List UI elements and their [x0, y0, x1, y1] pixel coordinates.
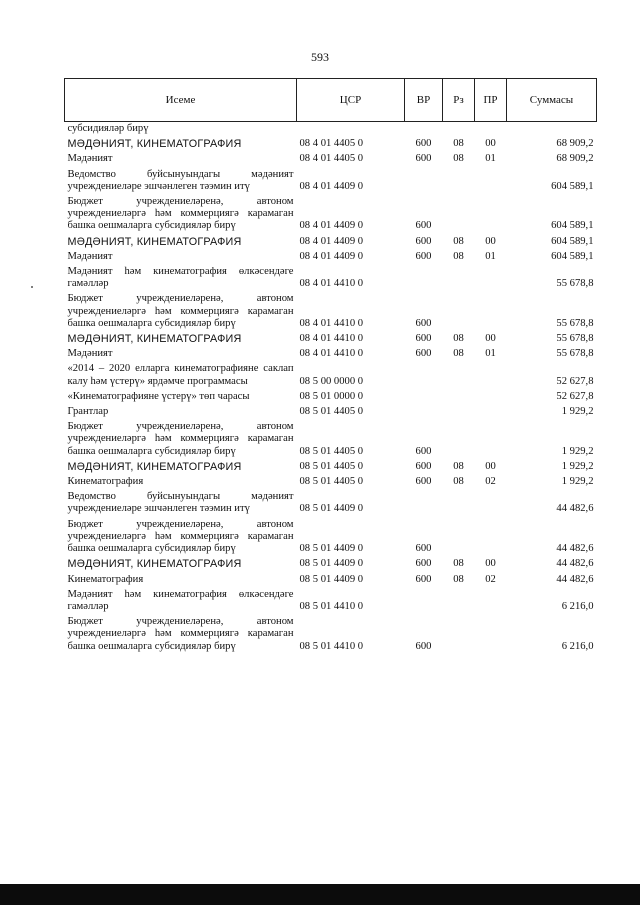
cell-rz [443, 195, 475, 235]
cell-rz [443, 588, 475, 615]
cell-sum: 52 627,8 [556, 375, 594, 387]
cell-csr: 08 4 01 4405 0 [299, 153, 364, 165]
cell-name: Кинематография [67, 476, 144, 488]
cell-csr: 08 5 01 4409 0 [299, 558, 364, 570]
header-vr: ВР [405, 79, 443, 122]
cell-name: «2014 – 2020 елларга кинематографияне саклап калу һәм үстерү» ярдәмче программасы [67, 363, 294, 387]
cell-pr [475, 588, 507, 615]
cell-csr: 08 5 01 4410 0 [299, 640, 364, 652]
cell-vr: 600 [415, 250, 432, 262]
cell-vr: 600 [415, 476, 432, 488]
cell-sum: 1 929,2 [561, 406, 594, 418]
table-row [65, 168, 597, 195]
cell-rz: 08 [453, 348, 464, 360]
cell-csr: 08 4 01 4405 0 [299, 138, 364, 150]
cell-sum: 44 482,6 [556, 573, 594, 585]
cell-sum: 1 929,2 [561, 460, 594, 472]
cell-csr: 08 4 01 4410 0 [299, 348, 364, 360]
cell-vr [405, 588, 443, 615]
cell-pr [475, 518, 507, 558]
cell-csr: 08 5 01 4409 0 [299, 503, 364, 515]
table-row [65, 250, 597, 265]
cell-rz [443, 292, 475, 332]
cell-vr [405, 362, 443, 389]
cell-vr: 600 [415, 543, 432, 555]
budget-table [64, 78, 597, 655]
cell-csr: 08 5 01 0000 0 [299, 390, 364, 402]
table-row [65, 460, 597, 475]
cell-pr [475, 615, 507, 655]
cell-vr [405, 490, 443, 517]
cell-vr [405, 405, 443, 420]
cell-sum: 6 216,0 [561, 640, 594, 652]
table-row [65, 557, 597, 572]
table-row [65, 235, 597, 250]
cell-csr: 08 5 01 4410 0 [299, 600, 364, 612]
cell-name: Кинематография [67, 573, 144, 585]
cell-name: Бюджет учреждениеләренә, автоном учреждениеләргә һәм коммерциягә карамаган башка оешмаларга субсидияләр бирү [67, 196, 294, 232]
cell-pr: 00 [485, 138, 496, 150]
cell-csr: 08 4 01 4410 0 [299, 317, 364, 329]
cell-sum: 6 216,0 [561, 600, 594, 612]
cell-rz: 08 [453, 333, 464, 345]
cell-sum [507, 122, 597, 138]
cell-csr: 08 5 00 0000 0 [299, 375, 364, 387]
cell-sum: 55 678,8 [556, 278, 594, 290]
cell-pr: 01 [485, 250, 496, 262]
cell-name: Бюджет учреждениеләренә, автоном учреждениеләргә һәм коммерциягә карамаган башка оешмаларга субсидияләр бирү [67, 518, 294, 555]
table-row [65, 405, 597, 420]
cell-sum: 1 929,2 [561, 445, 594, 457]
table-row [65, 292, 597, 332]
scan-bottom-edge [0, 884, 640, 905]
cell-sum: 44 482,6 [556, 503, 594, 515]
cell-sum: 604 589,1 [551, 235, 594, 247]
cell-pr [475, 265, 507, 292]
cell-name: Мәдәният [67, 250, 113, 262]
cell-vr: 600 [415, 573, 432, 585]
table-row [65, 265, 597, 292]
table-row [65, 390, 597, 405]
table-row [65, 137, 597, 152]
cell-vr: 600 [415, 220, 432, 232]
cell-name: МӘДӘНИЯТ, КИНЕМАТОГРАФИЯ [67, 138, 242, 151]
table-row [65, 588, 597, 615]
cell-rz: 08 [453, 476, 464, 488]
cell-rz [443, 490, 475, 517]
cell-name: Бюджет учреждениеләренә, автоном учреждениеләргә һәм коммерциягә карамаган башка оешмаларга субсидияләр бирү [67, 421, 294, 457]
cell-csr: 08 4 01 4409 0 [299, 235, 364, 247]
cell-csr: 08 4 01 4410 0 [299, 278, 364, 290]
cell-name: МӘДӘНИЯТ, КИНЕМАТОГРАФИЯ [67, 460, 242, 473]
cell-name: Бюджет учреждениеләренә, автоном учреждениеләргә һәм коммерциягә карамаган башка оешмаларга субсидияләр бирү [67, 616, 294, 652]
table-row [65, 490, 597, 517]
table-row [65, 332, 597, 347]
cell-pr: 00 [485, 235, 496, 247]
cell-pr: 00 [485, 460, 496, 472]
cell-pr [475, 122, 507, 138]
header-csr: ЦСР [297, 79, 405, 122]
cell-vr [405, 168, 443, 195]
cell-pr [475, 420, 507, 460]
cell-name: МӘДӘНИЯТ, КИНЕМАТОГРАФИЯ [67, 333, 242, 346]
cell-rz: 08 [453, 460, 464, 472]
cell-vr [405, 122, 443, 138]
cell-rz [443, 122, 475, 138]
cell-pr: 01 [485, 348, 496, 360]
cell-sum: 44 482,6 [556, 558, 594, 570]
cell-csr: 08 4 01 4409 0 [299, 250, 364, 262]
cell-csr: 08 5 01 4405 0 [299, 406, 364, 418]
cell-pr [475, 390, 507, 405]
cell-name: МӘДӘНИЯТ, КИНЕМАТОГРАФИЯ [67, 558, 242, 571]
cell-vr: 600 [415, 138, 432, 150]
cell-rz [443, 265, 475, 292]
cell-pr [475, 362, 507, 389]
cell-vr: 600 [415, 348, 432, 360]
cell-rz: 08 [453, 558, 464, 570]
cell-rz [443, 168, 475, 195]
header-sum: Суммасы [507, 79, 597, 122]
cell-csr: 08 5 01 4405 0 [299, 445, 364, 457]
cell-name: Мәдәният [67, 153, 113, 165]
cell-pr [475, 195, 507, 235]
cell-sum: 604 589,1 [551, 220, 594, 232]
table-body [65, 122, 597, 655]
cell-rz [443, 420, 475, 460]
table-row [65, 615, 597, 655]
cell-name: Мәдәният һәм кинематография өлкәсендәге гамәлләр [67, 266, 294, 290]
cell-csr: 08 5 01 4409 0 [299, 573, 364, 585]
cell-name: Грантлар [67, 406, 109, 418]
table-row [65, 420, 597, 460]
cell-rz [443, 405, 475, 420]
cell-name: Мәдәният [67, 348, 113, 360]
cell-rz: 08 [453, 573, 464, 585]
cell-name: Ведомство буйсынуындагы мәдәният учреждениеләре эшчәнлеген тәэмин итү [67, 491, 294, 515]
cell-vr: 600 [415, 153, 432, 165]
cell-rz [443, 362, 475, 389]
table-row [65, 347, 597, 362]
cell-sum: 68 909,2 [556, 153, 594, 165]
cell-vr: 600 [415, 640, 432, 652]
cell-sum: 55 678,8 [556, 333, 594, 345]
table-row [65, 518, 597, 558]
cell-name: субсидияләр бирү [67, 123, 149, 134]
cell-vr: 600 [415, 460, 432, 472]
cell-sum: 55 678,8 [556, 348, 594, 360]
cell-name: «Кинематографияне үстерү» төп чарасы [67, 390, 250, 402]
cell-csr: 08 5 01 4409 0 [299, 543, 364, 555]
table-header [65, 79, 597, 122]
cell-pr: 00 [485, 558, 496, 570]
cell-sum: 55 678,8 [556, 317, 594, 329]
cell-csr: 08 5 01 4405 0 [299, 476, 364, 488]
table-row [65, 195, 597, 235]
cell-pr [475, 490, 507, 517]
cell-rz: 08 [453, 235, 464, 247]
cell-pr: 00 [485, 333, 496, 345]
header-rz: Рз [443, 79, 475, 122]
table-row [65, 475, 597, 490]
scan-speck [31, 286, 33, 288]
page-number: 593 [311, 50, 329, 64]
cell-vr [405, 265, 443, 292]
table-row [65, 122, 597, 138]
cell-csr: 08 5 01 4405 0 [299, 460, 364, 472]
cell-sum: 68 909,2 [556, 138, 594, 150]
cell-pr: 02 [485, 476, 496, 488]
header-name: Исеме [65, 79, 297, 122]
table-row [65, 362, 597, 389]
table-row [65, 152, 597, 167]
cell-vr [405, 390, 443, 405]
cell-name: Бюджет учреждениеләренә, автоном учреждениеләргә һәм коммерциягә карамаган башка оешмаларга субсидияләр бирү [67, 293, 294, 329]
cell-vr: 600 [415, 235, 432, 247]
cell-csr: 08 4 01 4409 0 [299, 220, 364, 232]
cell-csr: 08 4 01 4410 0 [299, 333, 364, 345]
cell-vr: 600 [415, 333, 432, 345]
cell-pr [475, 405, 507, 420]
cell-sum: 604 589,1 [551, 180, 594, 192]
budget-table-frame [64, 78, 596, 655]
cell-rz: 08 [453, 250, 464, 262]
cell-rz: 08 [453, 138, 464, 150]
cell-pr: 02 [485, 573, 496, 585]
cell-pr: 01 [485, 153, 496, 165]
cell-rz [443, 615, 475, 655]
cell-vr: 600 [415, 558, 432, 570]
cell-name: МӘДӘНИЯТ, КИНЕМАТОГРАФИЯ [67, 235, 242, 248]
cell-sum: 52 627,8 [556, 390, 594, 402]
header-pr: ПР [475, 79, 507, 122]
cell-rz [443, 390, 475, 405]
table-row [65, 573, 597, 588]
cell-name: Мәдәният һәм кинематография өлкәсендәге гамәлләр [67, 588, 294, 612]
cell-pr [475, 168, 507, 195]
cell-rz: 08 [453, 153, 464, 165]
cell-csr [297, 122, 405, 138]
cell-sum: 1 929,2 [561, 476, 594, 488]
cell-csr: 08 4 01 4409 0 [299, 180, 364, 192]
cell-name: Ведомство буйсынуындагы мәдәният учреждениеләре эшчәнлеген тәэмин итү [67, 168, 294, 192]
cell-vr: 600 [415, 445, 432, 457]
cell-rz [443, 518, 475, 558]
cell-pr [475, 292, 507, 332]
cell-sum: 44 482,6 [556, 543, 594, 555]
cell-vr: 600 [415, 317, 432, 329]
cell-sum: 604 589,1 [551, 250, 594, 262]
